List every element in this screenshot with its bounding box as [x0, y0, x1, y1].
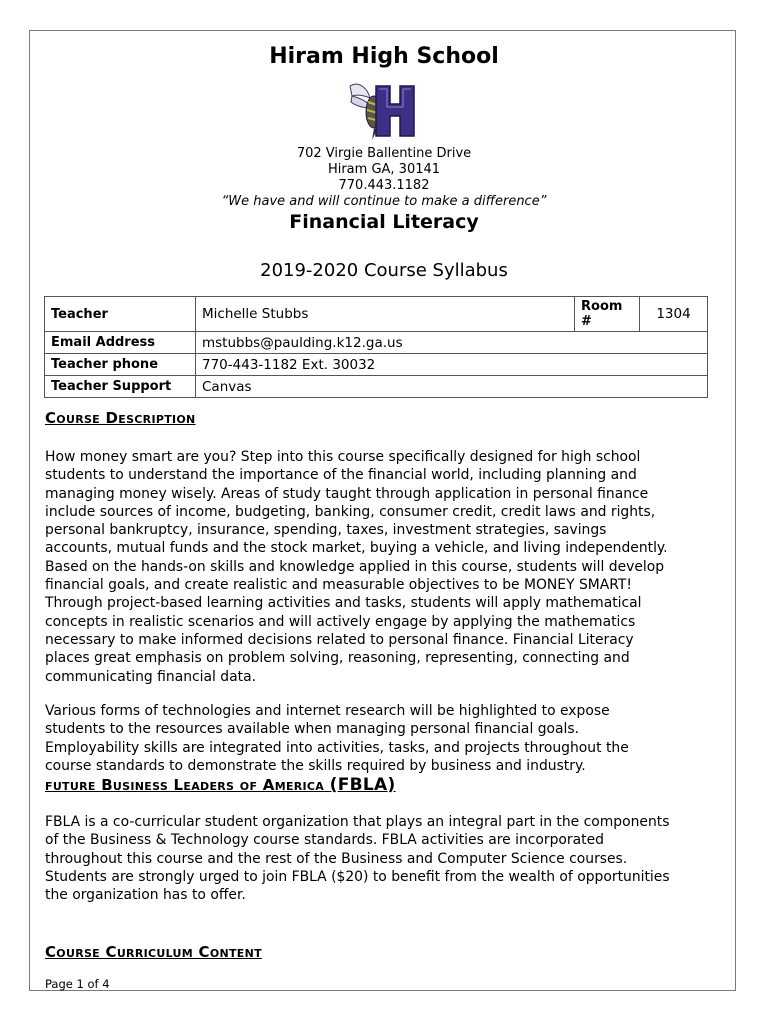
text-line: Students are strongly urged to join FBLA ($20) to benefit from the wealth of opportunities [45, 868, 670, 885]
school-name: Hiram High School [269, 44, 499, 69]
table-row [45, 376, 708, 398]
text-line: places great emphasis on problem solving, reasoning, representing, connecting and [45, 650, 630, 667]
school-motto: “We have and will continue to make a difference” [221, 194, 547, 209]
text-line: managing money wisely. Areas of study taught through application in personal finance [45, 485, 649, 502]
text-line: Employability skills are integrated into activities, tasks, and projects throughout the [45, 739, 629, 756]
text-line: How money smart are you? Step into this course specifically designed for high school [45, 449, 641, 465]
syllabus-title: 2019-2020 Course Syllabus [260, 260, 508, 281]
text-line: course standards to demonstrate the skills required by business and industry. [45, 757, 586, 774]
course-title: Financial Literacy [289, 211, 479, 233]
phone-label: Teacher phone [45, 354, 196, 376]
text-line: students to the resources available when managing personal financial goals. [45, 721, 580, 738]
text-line: financial goals, and create realistic and measurable objectives to be MONEY SMART! [45, 577, 632, 594]
description-paragraph-1 [45, 448, 735, 686]
text-line: students to understand the importance of the financial world, including planning and [45, 467, 637, 484]
teacher-name: Michelle Stubbs [196, 297, 575, 332]
room-label: Room # [575, 297, 640, 332]
phone-value: 770-443-1182 Ext. 30032 [196, 354, 708, 376]
text-line: concepts in realistic scenarios and will actively engage by applying the mathematics [45, 613, 636, 630]
description-paragraph-2 [45, 702, 735, 775]
teacher-label: Teacher [45, 297, 196, 332]
text-line: FBLA is a co-curricular student organization that plays an integral part in the components [45, 814, 670, 830]
support-label: Teacher Support [45, 376, 196, 398]
text-line: throughout this course and the rest of the Business and Computer Science courses. [45, 850, 628, 867]
text-line: the organization has to offer. [45, 887, 246, 904]
address-line-1: 702 Virgie Ballentine Drive [296, 146, 472, 161]
fbla-acronym: (FBLA) [329, 775, 396, 795]
text-line: of the Business & Technology course standards. FBLA activities are incorporated [45, 832, 604, 849]
address-line-2: Hiram GA, 30141 [327, 162, 441, 177]
table-row [45, 332, 708, 354]
page-number: Page 1 of 4 [45, 977, 110, 991]
fbla-paragraph [45, 813, 735, 904]
text-line: Based on the hands-on skills and knowledge applied in this course, students will develop [45, 558, 665, 575]
fbla-heading-text: future Business Leaders of America [45, 776, 325, 794]
text-line: personal bankruptcy, insurance, spending, taxes, investment strategies, savings [45, 522, 607, 539]
teacher-info-table [44, 296, 708, 398]
text-line: communicating financial data. [45, 668, 257, 685]
table-row [45, 354, 708, 376]
room-number: 1304 [640, 297, 708, 332]
text-line: include sources of income, budgeting, banking, consumer credit, credit laws and rights, [45, 503, 656, 520]
course-description-heading: Course Description [45, 409, 196, 427]
text-line: accounts, mutual funds and the stock market, buying a vehicle, and living independently. [45, 540, 668, 557]
text-line: necessary to make informed decisions related to personal finance. Financial Literacy [45, 631, 634, 648]
email-value: mstubbs@paulding.k12.ga.us [196, 332, 708, 354]
table-row [45, 297, 708, 332]
text-line: Various forms of technologies and internet research will be highlighted to expose [45, 703, 610, 719]
curriculum-heading: Course Curriculum Content [45, 943, 262, 961]
fbla-heading [45, 775, 396, 795]
school-phone: 770.443.1182 [338, 178, 430, 193]
hornet-h-logo [346, 76, 418, 146]
email-label: Email Address [45, 332, 196, 354]
text-line: Through project-based learning activities and tasks, students will apply mathematical [45, 595, 642, 612]
support-value: Canvas [196, 376, 708, 398]
